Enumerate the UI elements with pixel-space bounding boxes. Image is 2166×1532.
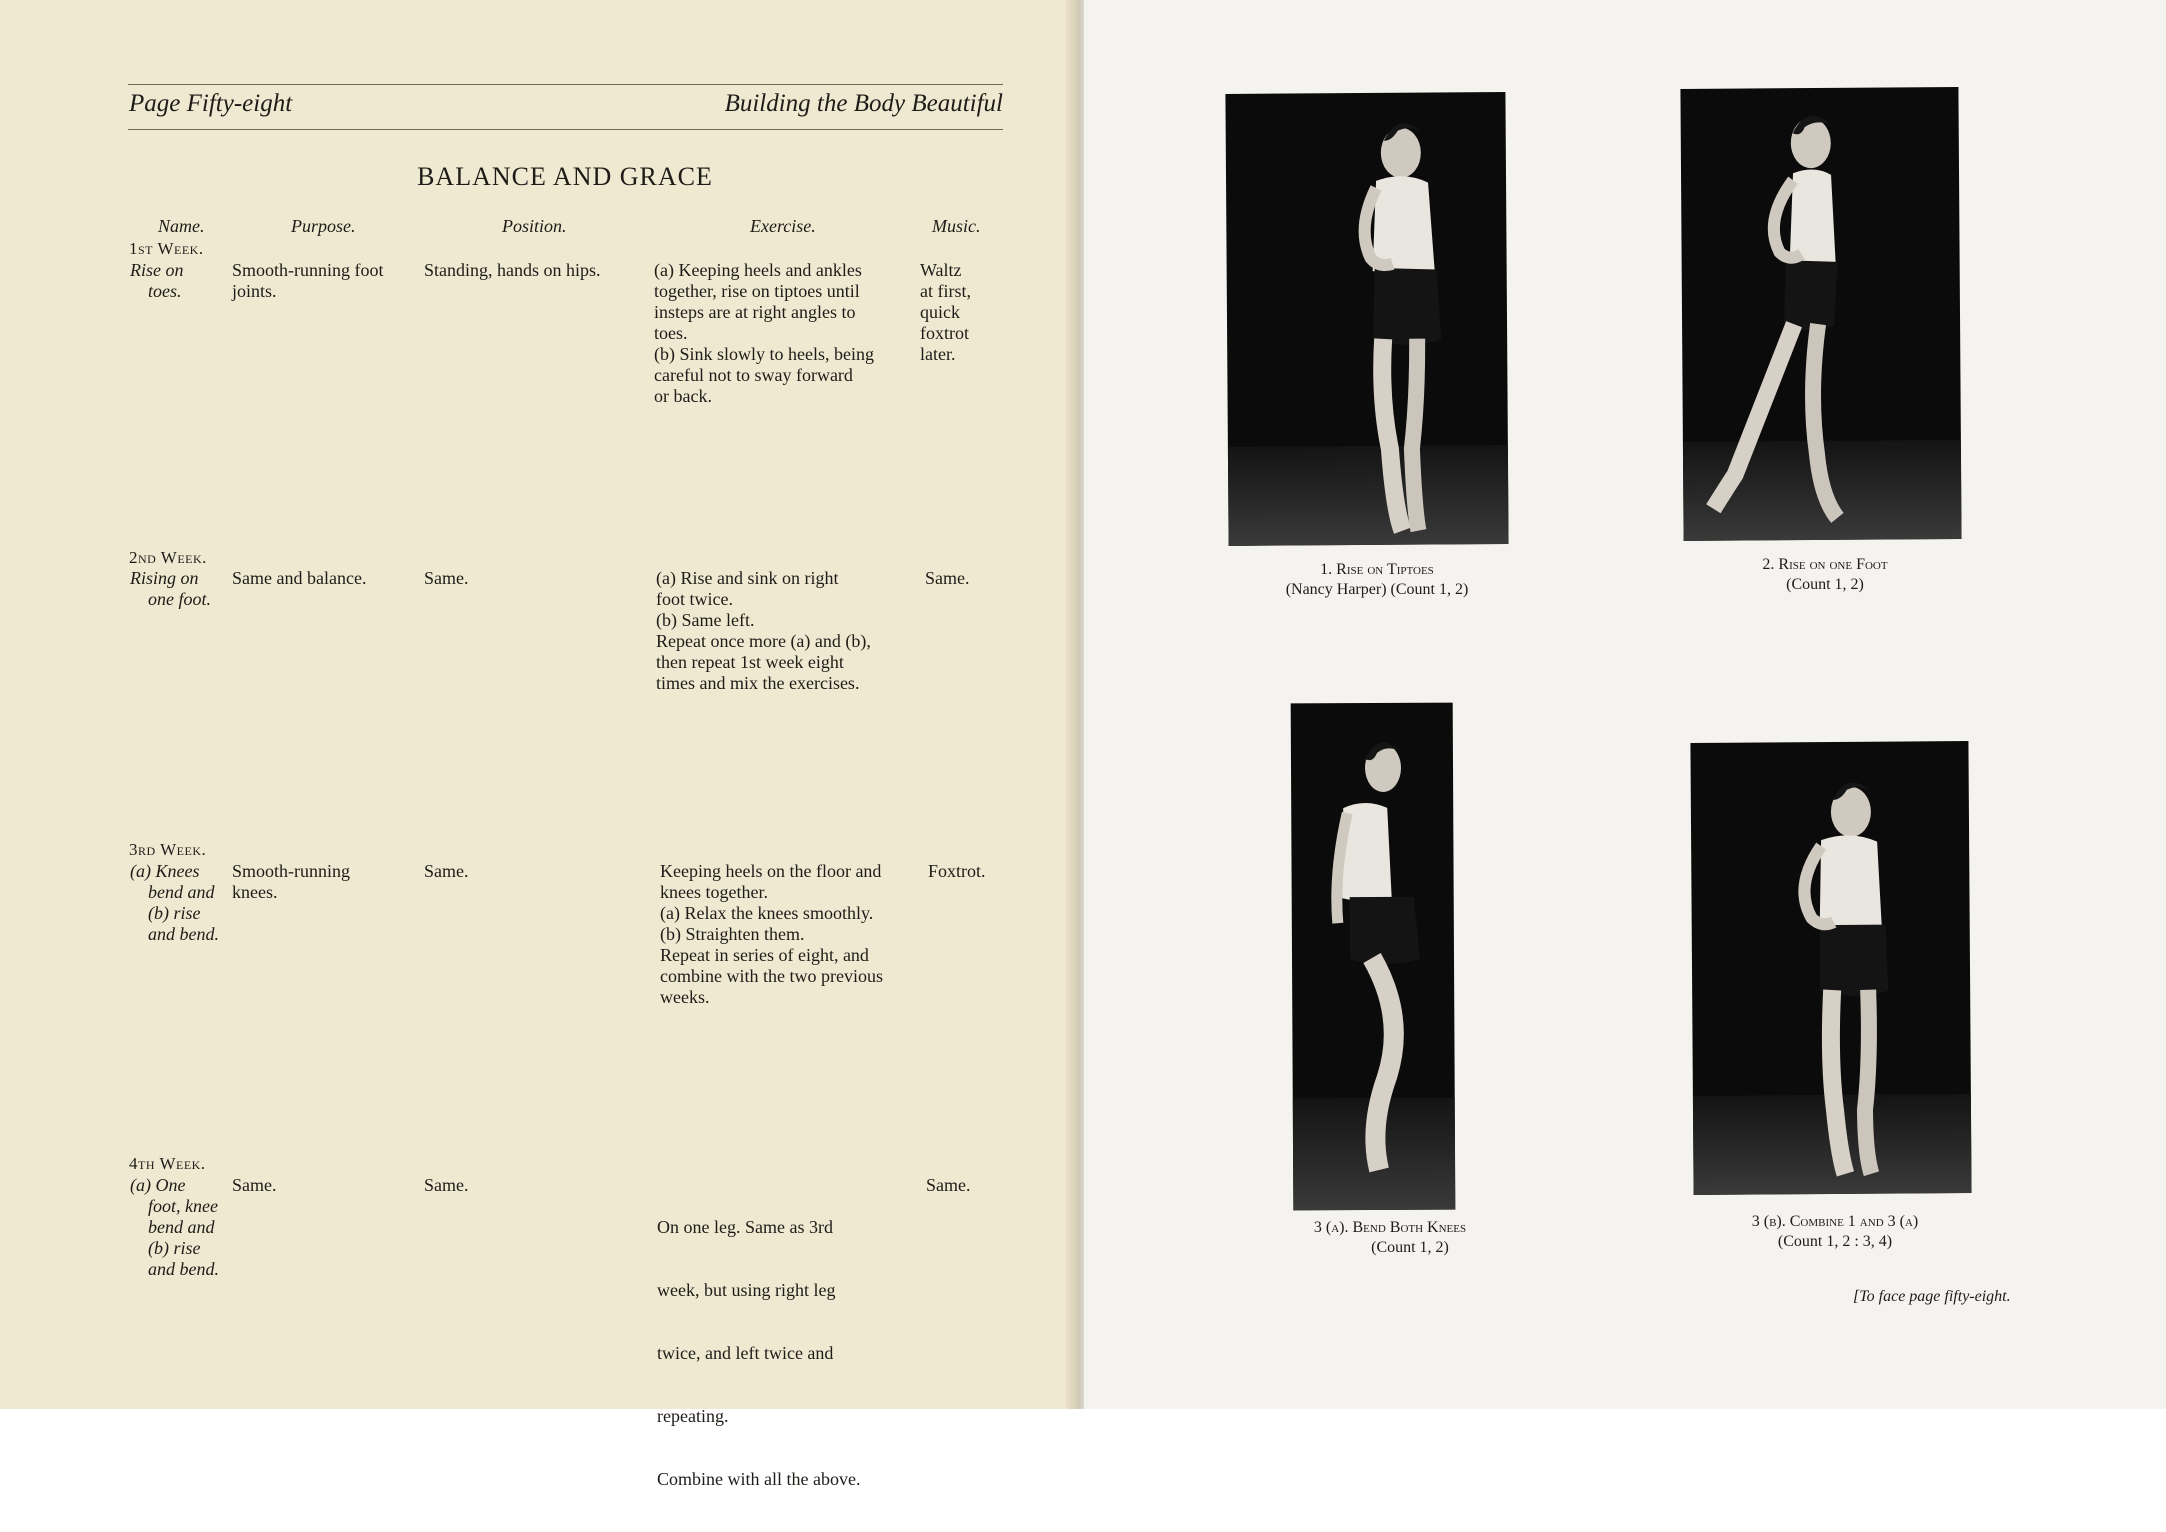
week-3-purpose: Smooth-running knees.: [232, 861, 351, 902]
column-heading-music: Music.: [932, 216, 981, 236]
week-1-label: 1st Week.: [129, 239, 204, 258]
caption-photo-2: 2. Rise on one Foot (Count 1, 2): [1762, 556, 1888, 593]
figure-standing-tiptoes: [1225, 92, 1508, 546]
photo-rise-on-one-foot: [1680, 87, 1961, 541]
figure-standing-hands-on-hips: [1690, 741, 1971, 1195]
week-4-purpose: Same.: [232, 1175, 277, 1195]
week-4-label: 4th Week.: [129, 1154, 206, 1173]
caption-photo-4: 3 (b). Combine 1 and 3 (a) (Count 1, 2 : 3, 4): [1751, 1213, 1919, 1250]
caption-photo-1: 1. Rise on Tiptoes (Nancy Harper) (Count 1, 2): [1285, 561, 1469, 598]
week-2-music: Same.: [925, 568, 970, 588]
figure-knees-bent: [1291, 703, 1456, 1211]
week-1-music: Waltz at first, quick foxtrot later.: [920, 260, 971, 364]
week-4-exercise: On one leg. Same as 3rd week, but using right leg twice, and left twice and repeating. Combine with all the above.: [657, 1217, 861, 1489]
week-3-exercise: Keeping heels on the floor and knees together. (a) Relax the knees smoothly. (b) Straighten them. Repeat in series of eight, and combine with the two previous weeks.: [660, 861, 883, 1007]
caption-photo-3: 3 (a). Bend Both Knees (Count 1, 2): [1313, 1219, 1467, 1256]
facing-page-note: [To face page fifty-eight.: [1853, 1288, 2011, 1305]
column-heading-exercise: Exercise.: [750, 216, 816, 236]
column-heading-name: Name.: [158, 216, 205, 236]
week-2-position: Same.: [424, 568, 469, 588]
week-4-name: (a) One foot, knee bend and (b) rise and bend.: [130, 1175, 219, 1279]
week-2-label: 2nd Week.: [129, 548, 207, 567]
page-number-header: Page Fifty-eight: [129, 90, 293, 117]
week-1-purpose: Smooth-running foot joints.: [232, 260, 384, 301]
week-4-position: Same.: [424, 1175, 469, 1195]
photo-combine-exercises: [1690, 741, 1971, 1195]
week-1-position: Standing, hands on hips.: [424, 260, 601, 280]
week-4-music: Same.: [926, 1175, 971, 1195]
book-title-header: Building the Body Beautiful: [724, 90, 1003, 117]
week-3-label: 3rd Week.: [129, 840, 207, 859]
page-title: BALANCE AND GRACE: [417, 162, 713, 191]
photo-rise-on-tiptoes: [1225, 92, 1508, 546]
week-2-purpose: Same and balance.: [232, 568, 367, 588]
week-2-name: Rising on one foot.: [130, 568, 211, 609]
column-heading-position: Position.: [502, 216, 567, 236]
week-3-name: (a) Knees bend and (b) rise and bend.: [130, 861, 219, 944]
column-heading-purpose: Purpose.: [291, 216, 356, 236]
header-rule-top: [128, 84, 1003, 85]
week-3-position: Same.: [424, 861, 469, 881]
photo-bend-both-knees: [1291, 703, 1456, 1211]
week-1-exercise: (a) Keeping heels and ankles together, rise on tiptoes until insteps are at right angles to toes. (b) Sink slowly to heels, being careful not to sway forward or back.: [654, 260, 874, 406]
week-2-exercise: (a) Rise and sink on right foot twice. (b) Same left. Repeat once more (a) and (b), then repeat 1st week eight times and mix the exercises.: [656, 568, 871, 693]
header-rule-bottom: [128, 129, 1003, 130]
week-1-name: Rise on toes.: [130, 260, 184, 301]
figure-one-foot-raised: [1680, 87, 1961, 541]
week-3-music: Foxtrot.: [928, 861, 986, 881]
